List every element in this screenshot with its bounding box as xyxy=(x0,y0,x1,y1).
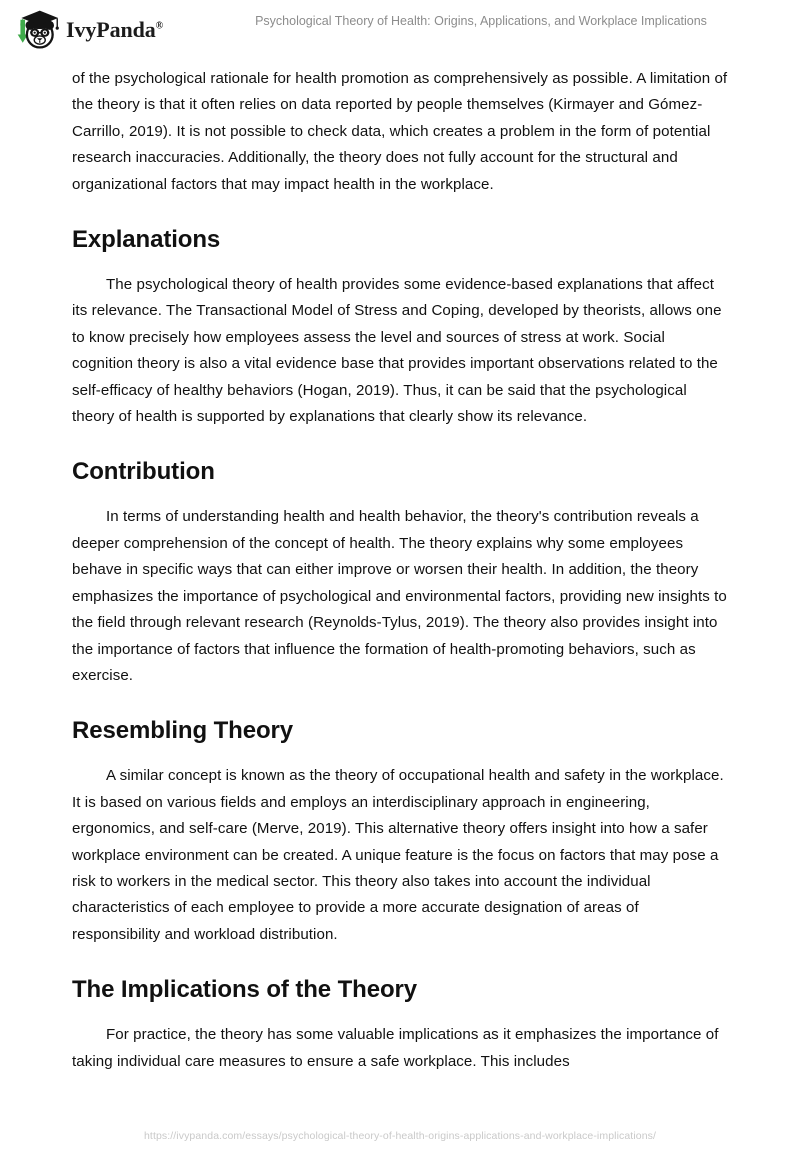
section-paragraph-explanations: The psychological theory of health provides some evidence-based explanations that affect its relevance. The Transactional Model of Stress and Coping, developed by theorists, allows one to know precisely how employees assess the level and sources of stress at work. Social cognition theory is also a vital evidence base that provides important observations related to the self-efficacy of healthy behaviors (Hogan, 2019). Thus, it can be said that the psychological theory of health is supported by explanations that clearly show its relevance. xyxy=(72,276,722,426)
spacer xyxy=(72,689,730,716)
brand-wordmark xyxy=(66,19,163,41)
spacer xyxy=(72,198,730,225)
panda-graduate-icon xyxy=(14,6,60,52)
page-footer xyxy=(0,1126,800,1144)
document-running-title: Psychological Theory of Health: Origins, Applications, and Workplace Implications xyxy=(255,14,707,28)
spacer xyxy=(72,430,730,457)
spacer xyxy=(72,255,730,272)
section-paragraph-implications: For practice, the theory has some valuable implications as it emphasizes the importance of taking individual care measures to ensure a safe workplace. This includes xyxy=(72,1026,719,1070)
continued-paragraph: of the psychological rationale for health promotion as comprehensively as possible. A limitation of the theory is that it often relies on data reported by people themselves (Kirmayer and Gómez-Carrillo, 2019). It is not possible to check data, which creates a problem in the form of potential research inaccuracies. Additionally, the theory does not fully account for the structural and organizational factors that may impact health in the workplace. xyxy=(72,70,728,193)
registered-trademark-symbol: ® xyxy=(155,20,164,32)
spacer xyxy=(72,746,730,763)
spacer xyxy=(72,1005,730,1022)
section-heading-contribution: Contribution xyxy=(72,458,215,486)
brand-name-text: IvyPanda xyxy=(66,17,156,42)
page-header xyxy=(0,0,800,62)
section-heading-implications: The Implications of the Theory xyxy=(72,976,418,1004)
section-heading-explanations: Explanations xyxy=(72,226,221,254)
article-body xyxy=(72,66,730,1075)
spacer xyxy=(72,487,730,504)
brand-logo[interactable] xyxy=(14,6,163,52)
section-paragraph-contribution: In terms of understanding health and health behavior, the theory's contribution reveals a deeper comprehension of the concept of health. The theory explains why some employees behave in specific ways that can either improve or worsen their health. In addition, the theory emphasizes the importance of psychological and environmental factors, providing new insights to the field through relevant research (Reynolds-Tylus, 2019). The theory also provides insight into the importance of factors that influence the formation of health-promoting behaviors, such as exercise. xyxy=(72,508,727,684)
section-paragraph-resembling-theory: A similar concept is known as the theory of occupational health and safety in the workplace. It is based on various fields and employs an interdisciplinary approach in engineering, ergonomics, and self-care (Merve, 2019). This alternative theory offers insight into how a safer workplace environment can be created. A unique feature is the focus on factors that may pose a risk to workers in the medical sector. This theory also takes into account the individual characteristics of each employee to provide a more accurate designation of areas of responsibility and workload distribution. xyxy=(72,767,724,943)
source-url[interactable]: https://ivypanda.com/essays/psychological-theory-of-health-origins-applications-and-workplace-implications/ xyxy=(143,1130,656,1142)
section-heading-resembling-theory: Resembling Theory xyxy=(72,717,294,745)
spacer xyxy=(72,948,730,975)
